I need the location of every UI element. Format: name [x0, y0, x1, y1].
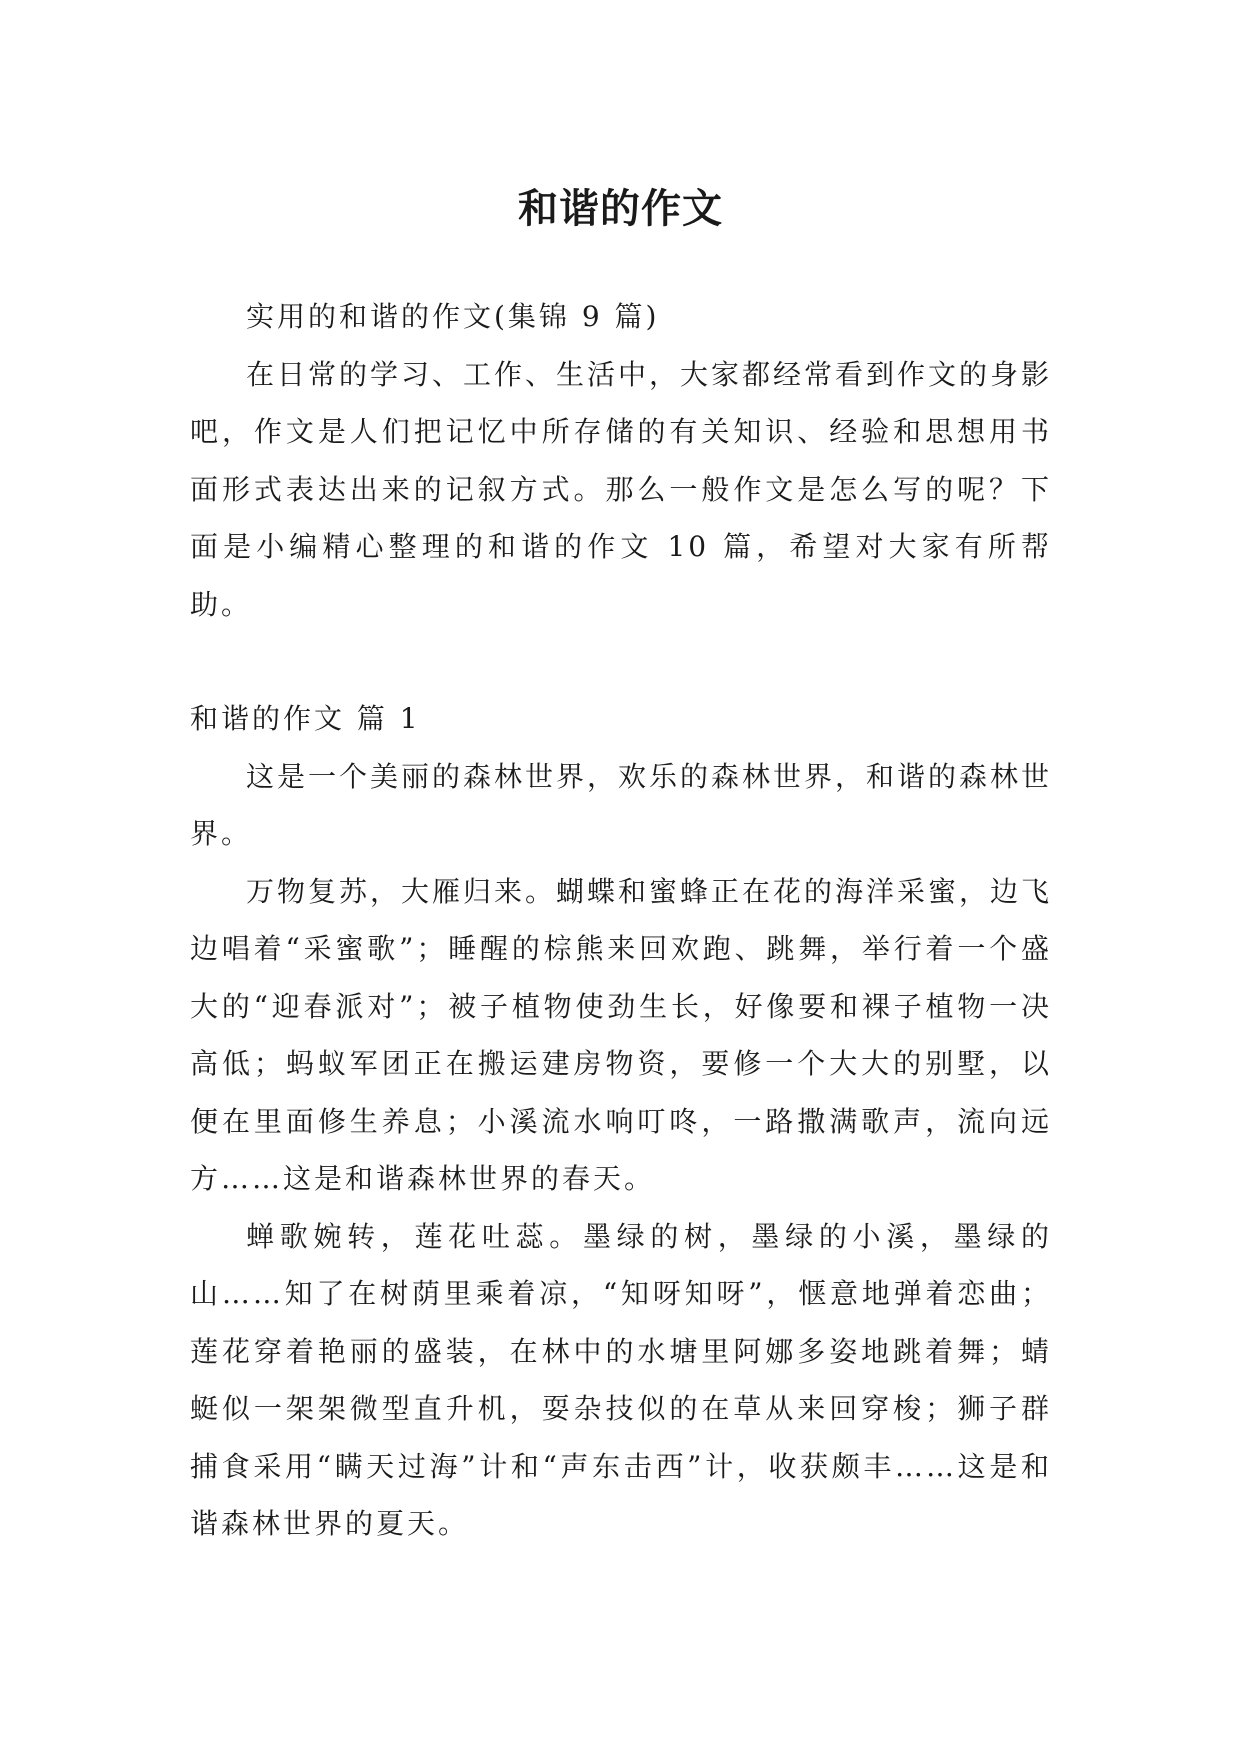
paragraph: 蝉歌婉转，莲花吐蕊。墨绿的树，墨绿的小溪，墨绿的山……知了在树荫里乘着凉，“知呀知呀”，惬意地弹着恋曲；莲花穿着艳丽的盛装，在林中的水塘里阿娜多姿地跳着舞；蜻蜓似一架架微型直升机，耍杂技似的在草从来回穿梭；狮子群捕食采用“瞒天过海”计和“声东击西”计，收获颇丰……这是和谐森林世界的夏天。 [190, 1219, 1052, 1540]
intro-paragraph: 在日常的学习、工作、生活中，大家都经常看到作文的身影吧，作文是人们把记忆中所存储的有关知识、经验和思想用书面形式表达出来的记叙方式。那么一般作文是怎么写的呢？下面是小编精心整理的和谐的作文 10 篇，希望对大家有所帮助。 [190, 357, 1053, 621]
paragraph: 万物复苏，大雁归来。蝴蝶和蜜蜂正在花的海洋采蜜，边飞边唱着“采蜜歌”；睡醒的棕熊来回欢跑、跳舞，举行着一个盛大的“迎春派对”；被子植物使劲生长，好像要和裸子植物一决高低；蚂蚁军团正在搬运建房物资，要修一个大大的别墅，以便在里面修生养息；小溪流水响叮咚，一路撒满歌声，流向远方……这是和谐森林世界的春天。 [190, 874, 1053, 1195]
document-body [190, 288, 1052, 1553]
page-title: 和谐的作文 [518, 184, 723, 232]
section-heading: 和谐的作文 篇 1 [190, 702, 421, 735]
paragraph: 这是一个美丽的森林世界，欢乐的森林世界，和谐的森林世界。 [190, 759, 1053, 850]
subtitle: 实用的和谐的作文(集锦 9 篇) [246, 300, 660, 333]
